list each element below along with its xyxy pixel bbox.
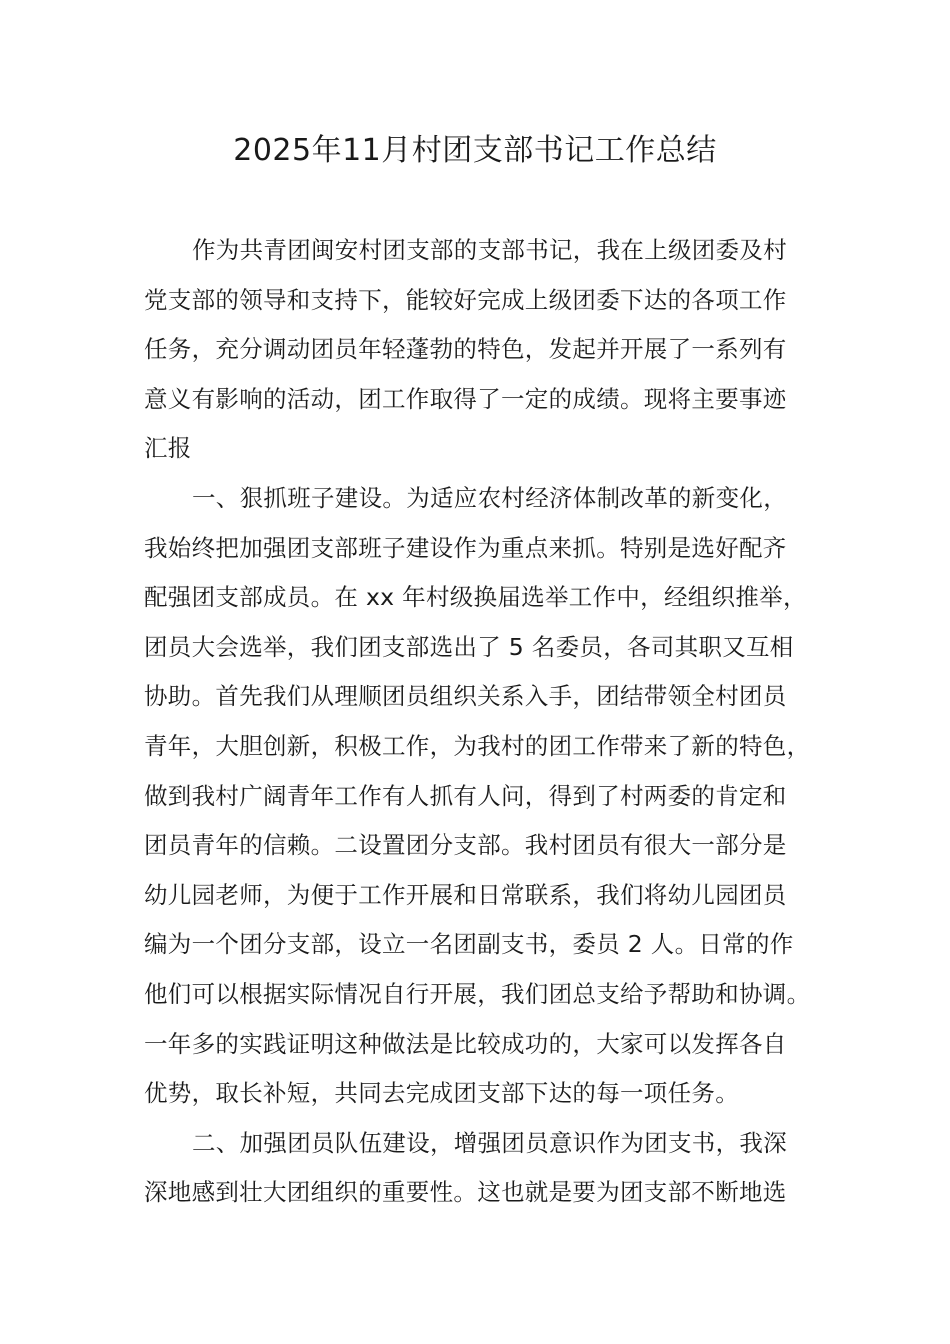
document-body xyxy=(144,226,826,1218)
text-line: 幼儿园老师，为便于工作开展和日常联系，我们将幼儿园团员 xyxy=(144,880,787,909)
text-line: 一年多的实践证明这种做法是比较成功的，大家可以发挥各自 xyxy=(144,1029,787,1058)
text-line: 团员大会选举，我们团支部选出了 5 名委员，各司其职又互相 xyxy=(144,632,794,661)
text-line: 协助。首先我们从理顺团员组织关系入手，团结带领全村团员 xyxy=(144,682,787,711)
text-line: 编为一个团分支部，设立一名团副支书，委员 2 人。日常的作 xyxy=(144,930,794,959)
text-line: 团员青年的信赖。二设置团分支部。我村团员有很大一部分是 xyxy=(144,831,787,860)
text-line: 他们可以根据实际情况自行开展，我们团总支给予帮助和协调。 xyxy=(144,979,811,1008)
text-line: 一、狠抓班子建设。为适应农村经济体制改革的新变化， xyxy=(192,483,787,512)
text-line: 我始终把加强团支部班子建设作为重点来抓。特别是选好配齐 xyxy=(144,533,787,562)
text-line: 任务，充分调动团员年轻蓬勃的特色，发起并开展了一系列有 xyxy=(144,335,787,364)
text-line: 配强团支部成员。在 xx 年村级换届选举工作中，经组织推举， xyxy=(144,583,807,612)
document-title: 2025年11月村团支部书记工作总结 xyxy=(233,133,717,168)
text-line: 二、加强团员队伍建设，增强团员意识作为团支书，我深 xyxy=(192,1128,787,1157)
text-line: 党支部的领导和支持下，能较好完成上级团委下达的各项工作 xyxy=(144,285,787,314)
text-line: 深地感到壮大团组织的重要性。这也就是要为团支部不断地选 xyxy=(144,1178,787,1207)
text-line: 作为共青团闽安村团支部的支部书记，我在上级团委及村 xyxy=(192,236,787,264)
text-line: 做到我村广阔青年工作有人抓有人问，得到了村两委的肯定和 xyxy=(144,781,787,810)
text-line: 青年，大胆创新，积极工作，为我村的团工作带来了新的特色， xyxy=(144,731,811,760)
text-line: 汇报 xyxy=(144,434,192,463)
text-line: 优势，取长补短，共同去完成团支部下达的每一项任务。 xyxy=(144,1079,739,1108)
text-line: 意义有影响的活动，团工作取得了一定的成绩。现将主要事迹 xyxy=(144,384,787,413)
